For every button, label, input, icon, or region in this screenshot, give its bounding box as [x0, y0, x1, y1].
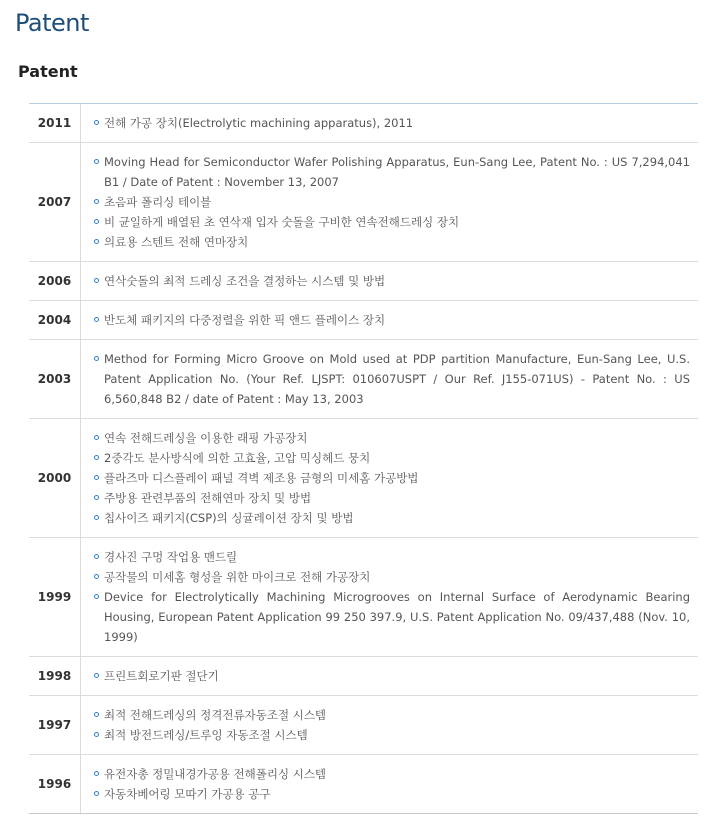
- patent-year: 2007: [29, 143, 81, 261]
- patent-item: 의료용 스텐트 전해 연마장치: [93, 232, 690, 252]
- patent-item-list: [81, 419, 698, 537]
- patent-row-1998: [29, 657, 698, 696]
- patent-item: 자동차베어링 모따기 가공용 공구: [93, 784, 690, 804]
- patent-row-2004: [29, 301, 698, 340]
- patent-row-1999: [29, 538, 698, 657]
- patent-item: 2중각도 분사방식에 의한 고효율, 고압 믹싱헤드 뭉치: [93, 448, 690, 468]
- patent-item: 경사진 구멍 작업용 맨드릴: [93, 547, 690, 567]
- patent-item-list: [81, 657, 698, 695]
- patent-item: Method for Forming Micro Groove on Mold used at PDP partition Manufacture, Eun-Sang Lee, U.S. Patent Application No. (Your Ref. LJSPT: 010607USPT / Our Ref. J155-071US) - Patent No. : US 6,560,848 B2 / date of Patent : May 13, 2003: [93, 349, 690, 409]
- patent-row-2000: [29, 419, 698, 538]
- patent-table: [29, 103, 698, 814]
- patent-row-2007: [29, 143, 698, 262]
- patent-year: 1998: [29, 657, 81, 695]
- patent-item: 초음파 폴리싱 테이블: [93, 192, 690, 212]
- patent-item: 반도체 패키지의 다중정렬을 위한 픽 앤드 플레이스 장치: [93, 310, 690, 330]
- patent-item: Device for Electrolytically Machining Microgrooves on Internal Surface of Aerodynamic Bearing Housing, European Patent Application 99 250 397.9, U.S. Patent Application No. 09/437,488 (Nov. 10, 1999): [93, 587, 690, 647]
- patent-year: 2006: [29, 262, 81, 300]
- patent-row-1997: [29, 696, 698, 755]
- patent-year: 1996: [29, 755, 81, 813]
- patent-row-2006: [29, 262, 698, 301]
- patent-item-list: [81, 755, 698, 813]
- page-title: Patent: [15, 9, 89, 37]
- patent-item: Moving Head for Semiconductor Wafer Polishing Apparatus, Eun-Sang Lee, Patent No. : US 7,294,041 B1 / Date of Patent : November 13, 2007: [93, 152, 690, 192]
- patent-year: 2000: [29, 419, 81, 537]
- patent-item-list: [81, 538, 698, 656]
- patent-item-list: [81, 340, 698, 418]
- patent-year: 2011: [29, 104, 81, 142]
- patent-item: 전해 가공 장치(Electrolytic machining apparatus), 2011: [93, 113, 690, 133]
- patent-row-1996: [29, 755, 698, 814]
- patent-item: 비 균일하게 배열된 초 연삭재 입자 숫돌을 구비한 연속전해드레싱 장치: [93, 212, 690, 232]
- patent-year: 2004: [29, 301, 81, 339]
- patent-item-list: [81, 104, 698, 142]
- patent-row-2003: [29, 340, 698, 419]
- patent-year: 1997: [29, 696, 81, 754]
- patent-item: 최적 방전드레싱/트루잉 자동조절 시스템: [93, 725, 690, 745]
- patent-item-list: [81, 143, 698, 261]
- patent-item-list: [81, 696, 698, 754]
- patent-item: 유전자총 정밀내경가공용 전해폴리싱 시스템: [93, 764, 690, 784]
- patent-year: 2003: [29, 340, 81, 418]
- patent-item: 주방용 관련부품의 전해연마 장치 및 방법: [93, 488, 690, 508]
- patent-item-list: [81, 262, 698, 300]
- patent-item: 공작물의 미세홈 형성을 위한 마이크로 전해 가공장치: [93, 567, 690, 587]
- patent-item: 최적 전해드레싱의 정격전류자동조절 시스템: [93, 705, 690, 725]
- patent-row-2011: [29, 104, 698, 143]
- patent-item: 연속 전해드레싱을 이용한 래핑 가공장치: [93, 428, 690, 448]
- patent-item: 플라즈마 디스플레이 패널 격벽 제조용 금형의 미세홈 가공방법: [93, 468, 690, 488]
- patent-item: 칩사이즈 패키지(CSP)의 싱귤레이션 장치 및 방법: [93, 508, 690, 528]
- section-title: Patent: [18, 62, 78, 81]
- patent-item: 연삭숫돌의 최적 드레싱 조건을 결정하는 시스템 및 방법: [93, 271, 690, 291]
- patent-year: 1999: [29, 538, 81, 656]
- patent-item-list: [81, 301, 698, 339]
- patent-item: 프린트회로기판 절단기: [93, 666, 690, 686]
